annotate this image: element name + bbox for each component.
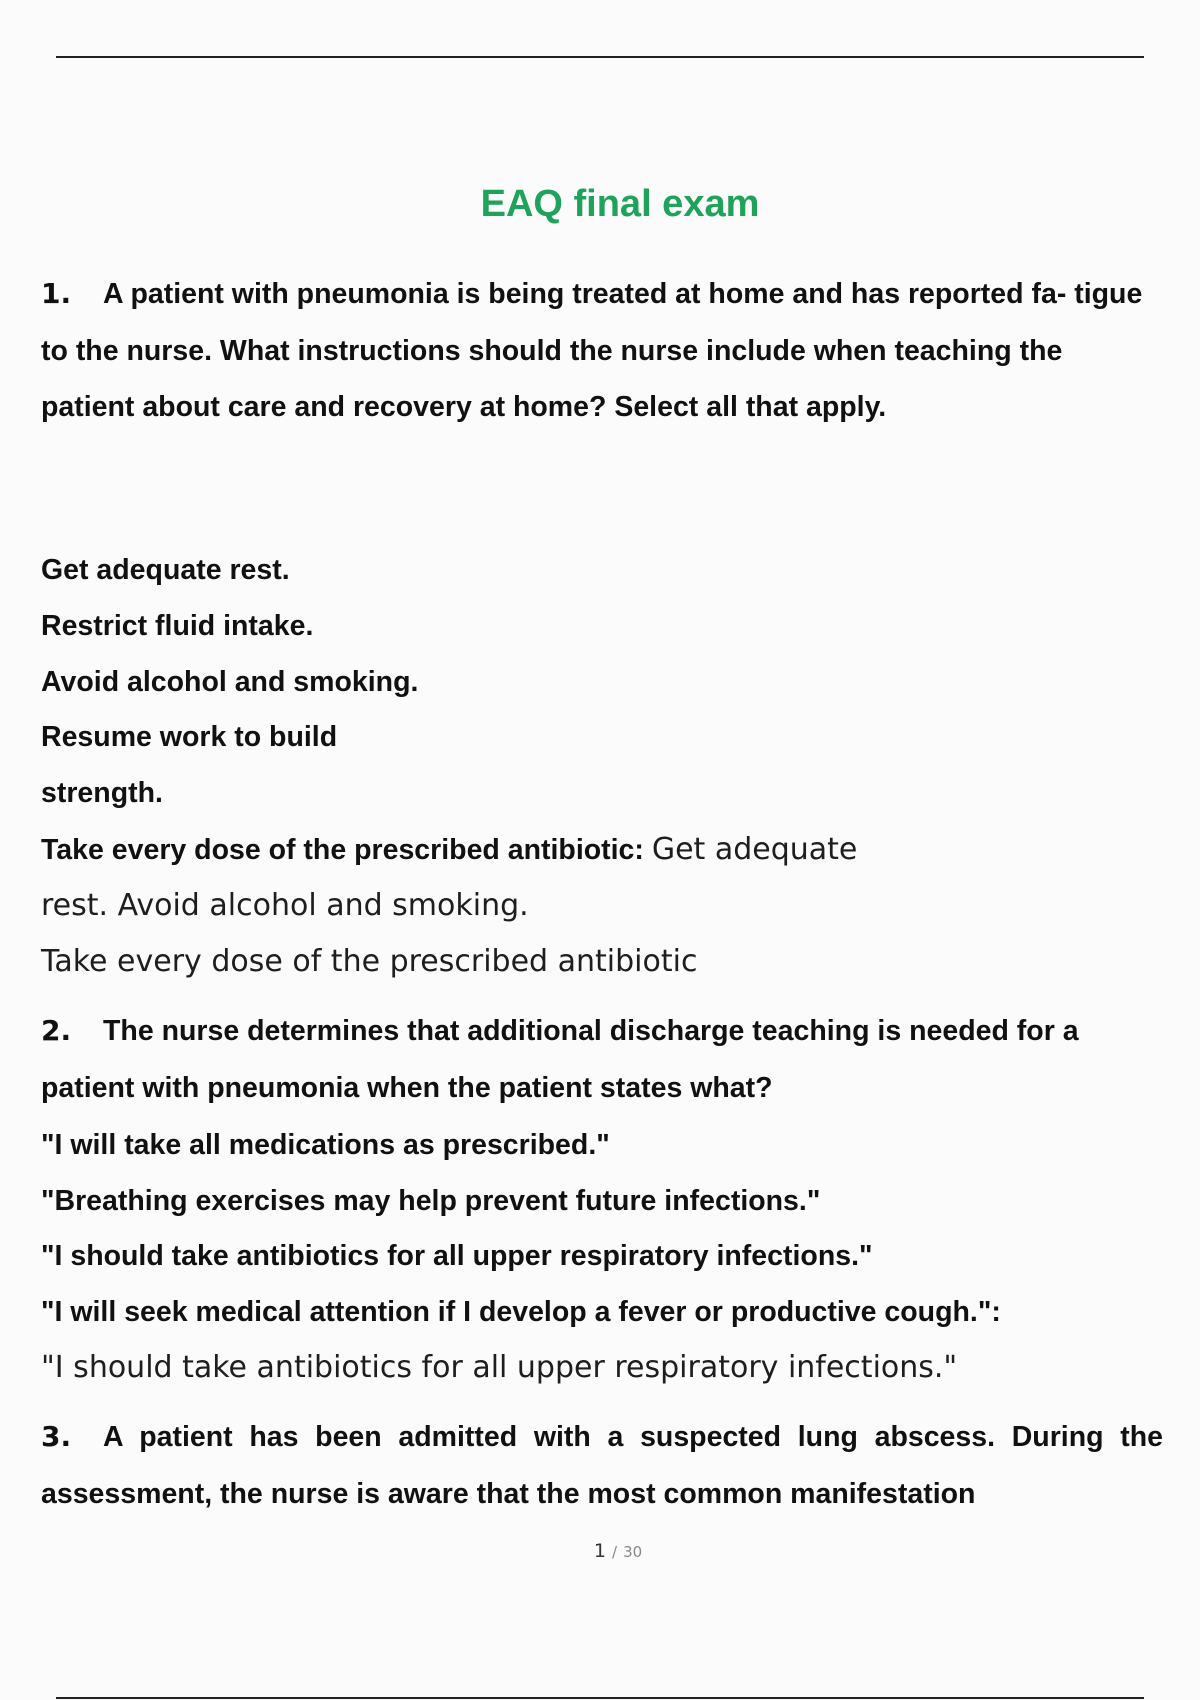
answer-text: rest. Avoid alcohol and smoking. — [41, 888, 529, 923]
question-1 — [41, 266, 1163, 436]
bottom-rule — [56, 1697, 1144, 1699]
option: strength. — [41, 777, 163, 809]
page-current: 1 — [593, 1540, 606, 1562]
question-text: A patient with pneumonia is being treated at home and has reported fa- tigue to the nurse. What instructions should the nurse include when teaching the patient about care and recovery at home? Select all that apply. — [41, 278, 1143, 423]
answer-text: "I should take antibiotics for all upper respiratory infections." — [41, 1350, 958, 1385]
question-number: 3. — [41, 1420, 72, 1453]
answer-text: Take every dose of the prescribed antibiotic — [41, 944, 698, 979]
option-with-answer — [41, 822, 857, 878]
question-text: The nurse determines that additional discharge teaching is needed for a patient with pneumonia when the patient states what? — [41, 1015, 1079, 1104]
answer-text: Get adequate — [651, 832, 858, 867]
option: "I should take antibiotics for all upper respiratory infections." — [41, 1240, 873, 1272]
top-rule — [56, 56, 1144, 58]
question-2 — [41, 1003, 1163, 1116]
option: Take every dose of the prescribed antibiotic: — [41, 834, 644, 866]
page-indicator — [0, 1540, 1200, 1562]
page-separator: / — [611, 1543, 618, 1561]
page-title: EAQ final exam — [480, 183, 760, 225]
question-text: A patient has been admitted with a suspected lung abscess. During the assessment, the nurse is aware that the most common manifestation — [41, 1421, 1163, 1510]
option: "I will seek medical attention if I develop a fever or productive cough.": — [41, 1296, 1001, 1328]
question-number: 2. — [41, 1014, 72, 1047]
option: Avoid alcohol and smoking. — [41, 666, 419, 698]
option: Get adequate rest. — [41, 554, 290, 586]
option: Restrict fluid intake. — [41, 610, 314, 642]
option: "I will take all medications as prescribed." — [41, 1129, 610, 1161]
option: Resume work to build — [41, 721, 338, 753]
page-total: 30 — [623, 1543, 643, 1561]
question-number: 1. — [41, 277, 72, 310]
question-3 — [41, 1409, 1163, 1522]
option: "Breathing exercises may help prevent future infections." — [41, 1185, 821, 1217]
